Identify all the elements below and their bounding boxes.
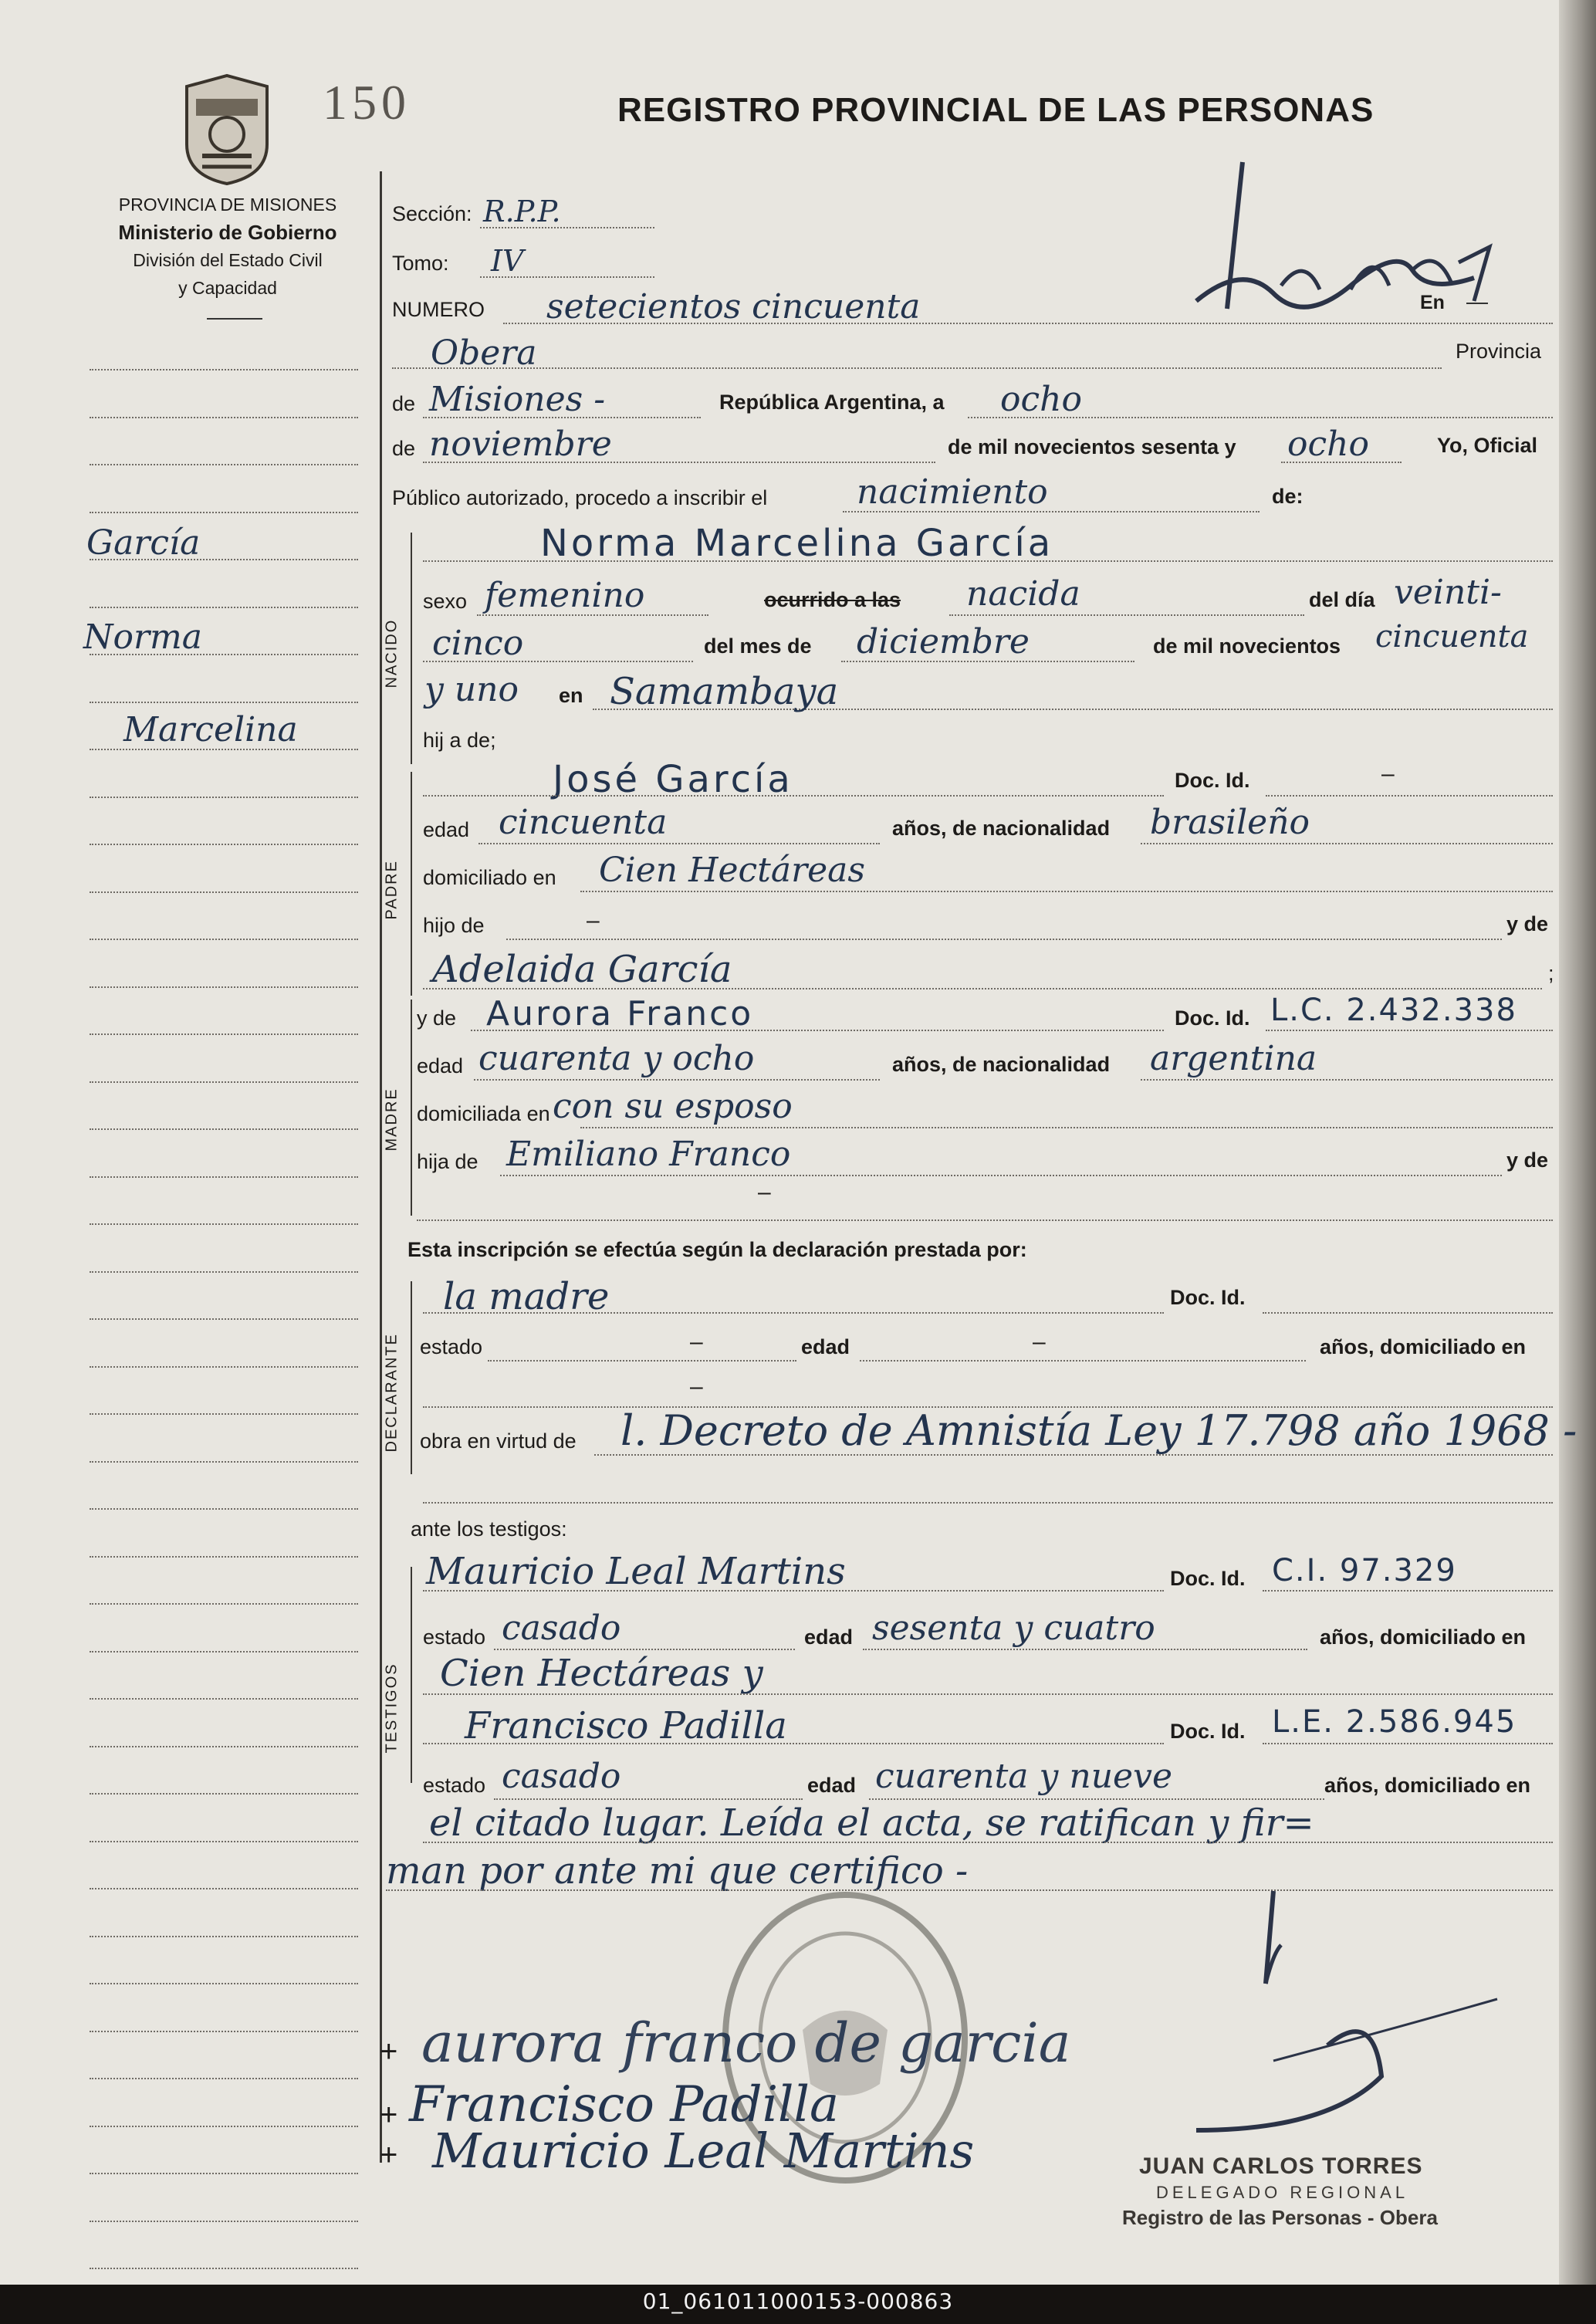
madre-nac-line <box>1141 1079 1553 1081</box>
testigos-label: TESTIGOS <box>383 1663 401 1754</box>
closing-line-b: man por ante mi que certifico - <box>386 1849 969 1893</box>
anio-value-a: cincuenta <box>1375 619 1529 655</box>
madre-madre-line <box>417 1220 1553 1221</box>
madre-y-de-label: y de <box>417 1006 457 1030</box>
declarante-border <box>411 1281 412 1474</box>
padre-label: PADRE <box>383 860 401 920</box>
margin-line <box>90 2126 358 2127</box>
margin-line <box>90 891 358 893</box>
hija-label: hij a de; <box>423 729 496 752</box>
official-title: DELEGADO REGIONAL <box>1156 2183 1409 2202</box>
declarante-estado-label: estado <box>420 1335 483 1358</box>
margin-line <box>90 1841 358 1842</box>
padre-nacionalidad-value: brasileño <box>1150 803 1310 842</box>
declarante-name-line <box>423 1312 1164 1314</box>
margin-line <box>90 1556 358 1558</box>
madre-doc-label: Doc. Id. <box>1175 1006 1250 1030</box>
testigo1-dom: Cien Hectáreas y <box>440 1652 763 1695</box>
testigo1-edad-line <box>863 1649 1307 1650</box>
testigo1-estado-label: estado <box>423 1625 486 1649</box>
margin-line <box>90 1983 358 1984</box>
testigo1-name: Mauricio Leal Martins <box>426 1550 846 1593</box>
madre-name: Aurora Franco <box>486 994 754 1033</box>
margin-line <box>90 1461 358 1463</box>
margin-middle-name: Marcelina <box>123 710 298 749</box>
madre-hija-label: hija de <box>417 1150 478 1173</box>
margin-line <box>90 1888 358 1889</box>
padre-hijo-label: hijo de <box>423 914 485 937</box>
testigo1-estado-line <box>494 1649 795 1650</box>
nacida-value: nacida <box>966 574 1080 614</box>
dia-label: del día <box>1309 588 1375 611</box>
margin-line <box>90 2078 358 2079</box>
year-value: ocho <box>1287 425 1369 464</box>
document-title: REGISTRO PROVINCIAL DE LAS PERSONAS <box>617 91 1375 129</box>
en-label: En <box>1420 292 1445 313</box>
testigo2-estado-label: estado <box>423 1774 486 1797</box>
madre-padre-name: Emiliano Franco <box>506 1135 791 1174</box>
nacido-border <box>411 533 412 764</box>
margin-line <box>90 607 358 608</box>
tomo-label: Tomo: <box>392 252 449 275</box>
testigo2-estado-line <box>494 1798 803 1800</box>
declarante-edad-value: – <box>1033 1329 1046 1355</box>
margin-line <box>90 1081 358 1083</box>
testigos-border <box>411 1567 412 1783</box>
official-name: JUAN CARLOS TORRES <box>1139 2153 1423 2179</box>
testigo2-doc-label: Doc. Id. <box>1170 1720 1246 1743</box>
de-label-2: de <box>392 437 416 460</box>
madre-domicilio-label: domiciliada en <box>417 1102 550 1125</box>
month-value: noviembre <box>429 425 612 464</box>
margin-line <box>90 2268 358 2269</box>
margin-line <box>90 1033 358 1035</box>
padre-domicilio-label: domiciliado en <box>423 866 556 889</box>
declarante-domicilio-value: – <box>690 1374 703 1399</box>
padre-doc-label: Doc. Id. <box>1175 769 1250 792</box>
declarante-doc-line <box>1263 1312 1553 1314</box>
main-border <box>380 171 382 2163</box>
day-value: ocho <box>1000 380 1082 419</box>
testigo2-edad-line <box>869 1798 1324 1800</box>
margin-line <box>90 939 358 940</box>
declarante-estado-value: – <box>690 1329 703 1355</box>
madre-doc-value: L.C. 2.432.338 <box>1270 993 1517 1028</box>
name-line <box>423 560 1553 562</box>
declarante-obra-label: obra en virtud de <box>420 1429 577 1453</box>
testigo2-estado: casado <box>502 1757 621 1796</box>
declarante-doc-label: Doc. Id. <box>1170 1286 1246 1309</box>
official-office: Registro de las Personas - Obera <box>1122 2206 1438 2229</box>
margin-line <box>90 1318 358 1320</box>
numero-value: setecientos cincuenta <box>546 287 921 326</box>
padre-name-line <box>423 795 1164 797</box>
testigos-intro: ante los testigos: <box>411 1517 567 1541</box>
padre-domicilio-value: Cien Hectáreas <box>599 851 865 890</box>
margin-line <box>90 417 358 418</box>
madre-border <box>411 1000 412 1216</box>
testigo1-doc: C.I. 97.329 <box>1272 1553 1457 1588</box>
padre-nac-line <box>1141 843 1553 844</box>
testigo2-doc-line <box>1263 1743 1553 1744</box>
nacido-full-name: Norma Marcelina García <box>540 522 1054 565</box>
madre-y-de-label-2: y de <box>1506 1148 1549 1172</box>
declarante-intro: Esta inscripción se efectúa según la declaración prestada por: <box>407 1238 1027 1261</box>
madre-domicilio-value: con su esposo <box>553 1087 793 1126</box>
declarante-edad-label: edad <box>801 1335 850 1358</box>
padre-doc-value: – <box>1381 761 1395 787</box>
margin-line <box>90 2173 358 2174</box>
padre-madre-name: Adelaida García <box>432 948 732 991</box>
madre-edad-value: cuarenta y ocho <box>478 1039 755 1078</box>
margin-line <box>90 1413 358 1415</box>
margin-line <box>90 1936 358 1937</box>
de-label: de <box>392 392 416 415</box>
signature-francisco: Francisco Padilla <box>409 2076 840 2133</box>
seccion-label: Sección: <box>392 202 472 225</box>
margin-line <box>90 844 358 845</box>
page-edge <box>1559 0 1596 2285</box>
margin-line <box>90 1698 358 1700</box>
dia-b-line <box>423 661 693 662</box>
padre-edad-line <box>478 843 880 844</box>
year-label: de mil novecientos sesenta y <box>948 435 1236 458</box>
lugar-value: Samambaya <box>610 670 839 713</box>
agency-line: Ministerio de Gobierno <box>118 221 337 244</box>
ocurrido-label: ocurrido a las <box>764 588 901 611</box>
declarante-estado-line <box>488 1360 796 1362</box>
testigo2-edad-label: edad <box>807 1774 857 1797</box>
madre-edad-label: edad <box>417 1054 464 1077</box>
padre-edad-value: cincuenta <box>499 803 668 842</box>
testigo2-doc: L.E. 2.586.945 <box>1272 1704 1517 1740</box>
margin-line <box>90 797 358 798</box>
agency-line: y Capacidad <box>178 278 277 298</box>
testigo2-edad: cuarenta y nueve <box>875 1757 1172 1796</box>
margin-line <box>90 986 358 988</box>
margin-line <box>90 1271 358 1273</box>
declarante-end-line <box>423 1502 1553 1504</box>
madre-edad-line <box>474 1079 880 1081</box>
madre-nacionalidad-label: años, de nacionalidad <box>892 1053 1111 1076</box>
oficial-label: Yo, Oficial <box>1437 434 1538 457</box>
margin-line <box>90 369 358 370</box>
madre-doc-line <box>1266 1030 1553 1031</box>
margin-line <box>90 1366 358 1368</box>
padre-hijo-line <box>506 939 1502 940</box>
mes-value: diciembre <box>857 622 1030 661</box>
padre-name: José García <box>553 758 793 801</box>
publico-label: Público autorizado, procedo a inscribir el <box>392 486 768 509</box>
padre-semicolon: ; <box>1548 962 1554 985</box>
signature-cross: + <box>380 2035 398 2069</box>
declarante-name: la madre <box>443 1275 610 1318</box>
signature-cross: + <box>380 2138 398 2172</box>
signature-cross: + <box>380 2098 398 2132</box>
testigo1-estado: casado <box>502 1609 621 1648</box>
testigo2-dom-label: años, domiciliado en <box>1324 1774 1531 1797</box>
numero-label: NUMERO <box>392 298 485 321</box>
declarante-edad-line <box>860 1360 1306 1362</box>
province-value: Misiones - <box>429 380 606 419</box>
margin-first-name: Norma <box>83 617 202 657</box>
dia-value-a: veinti- <box>1394 573 1502 612</box>
madre-label: MADRE <box>383 1088 401 1152</box>
signature-aurora: aurora franco de garcia <box>421 2011 1071 2075</box>
padre-border <box>411 772 412 996</box>
margin-line <box>90 1508 358 1510</box>
republica-label: República Argentina, a <box>719 391 945 414</box>
testigo1-name-line <box>423 1590 1164 1592</box>
declarante-label: DECLARANTE <box>383 1333 401 1453</box>
registrar-signature-top <box>1181 154 1520 340</box>
nacido-label: NACIDO <box>383 618 401 688</box>
padre-y-de-label: y de <box>1506 912 1549 935</box>
dia-value-b: cinco <box>432 624 524 663</box>
testigo1-doc-label: Doc. Id. <box>1170 1567 1246 1590</box>
margin-line <box>90 2031 358 2032</box>
margin-line <box>90 1793 358 1795</box>
margin-line <box>90 512 358 513</box>
de2-label: de: <box>1272 485 1304 508</box>
file-id: 01_061011000153-000863 <box>642 2288 954 2314</box>
margin-line <box>90 2221 358 2222</box>
declarante-domicilio-label: años, domiciliado en <box>1320 1335 1527 1358</box>
page-number: 150 <box>323 75 411 130</box>
madre-dom-line <box>580 1127 1553 1128</box>
testigo1-dom-label: años, domiciliado en <box>1320 1625 1527 1649</box>
testigo1-dom-line <box>423 1693 1553 1695</box>
padre-doc-line <box>1266 795 1553 797</box>
sexo-label: sexo <box>423 590 468 613</box>
place-value: Obera <box>431 333 537 373</box>
margin-line <box>90 1176 358 1178</box>
testigo1-edad: sesenta y cuatro <box>872 1609 1155 1648</box>
agency-divider <box>207 318 262 320</box>
padre-nacionalidad-label: años, de nacionalidad <box>892 817 1111 840</box>
testigo1-doc-line <box>1263 1590 1553 1592</box>
tomo-value: IV <box>491 244 524 278</box>
margin-line <box>90 1651 358 1653</box>
padre-edad-label: edad <box>423 818 470 841</box>
madre-madre-name: – <box>758 1179 771 1205</box>
margin-surname: García <box>86 523 201 563</box>
mil-label: de mil novecientos <box>1153 634 1341 658</box>
margin-line <box>90 1128 358 1130</box>
margin-line <box>90 1603 358 1605</box>
nacida-line <box>949 614 1304 616</box>
declarante-obra-value: l. Decreto de Amnistía Ley 17.798 año 1968 - <box>620 1406 1577 1455</box>
sexo-value: femenino <box>485 576 645 615</box>
act-type-value: nacimiento <box>857 472 1048 512</box>
testigo2-name-line <box>423 1743 1164 1744</box>
provincia-label: Provincia <box>1456 340 1542 363</box>
margin-line <box>90 1223 358 1225</box>
padre-madre-line <box>423 988 1542 989</box>
closing-line-a: el citado lugar. Leída el acta, se ratifican y fir= <box>429 1801 1314 1845</box>
margin-line <box>90 464 358 465</box>
crest-icon <box>179 71 275 187</box>
seccion-value: R.P.P. <box>483 195 561 228</box>
margin-line <box>90 1746 358 1747</box>
testigo1-edad-label: edad <box>804 1625 854 1649</box>
closing-a-line <box>423 1842 1553 1843</box>
madre-hija-line <box>500 1175 1502 1176</box>
padre-dom-line <box>580 891 1553 892</box>
agency-line: PROVINCIA DE MISIONES <box>118 195 337 215</box>
madre-name-line <box>471 1030 1164 1031</box>
margin-line <box>90 702 358 703</box>
anio-value-b: y uno <box>424 670 519 709</box>
agency-line: División del Estado Civil <box>133 250 323 270</box>
testigo2-name: Francisco Padilla <box>465 1704 787 1747</box>
madre-nacionalidad-value: argentina <box>1150 1039 1317 1078</box>
place-line <box>392 367 1442 369</box>
signature-mauricio: Mauricio Leal Martins <box>432 2123 975 2179</box>
padre-hijo-value: – <box>587 908 600 933</box>
mes-label: del mes de <box>704 634 812 658</box>
en-label-nacido: en <box>559 684 583 707</box>
